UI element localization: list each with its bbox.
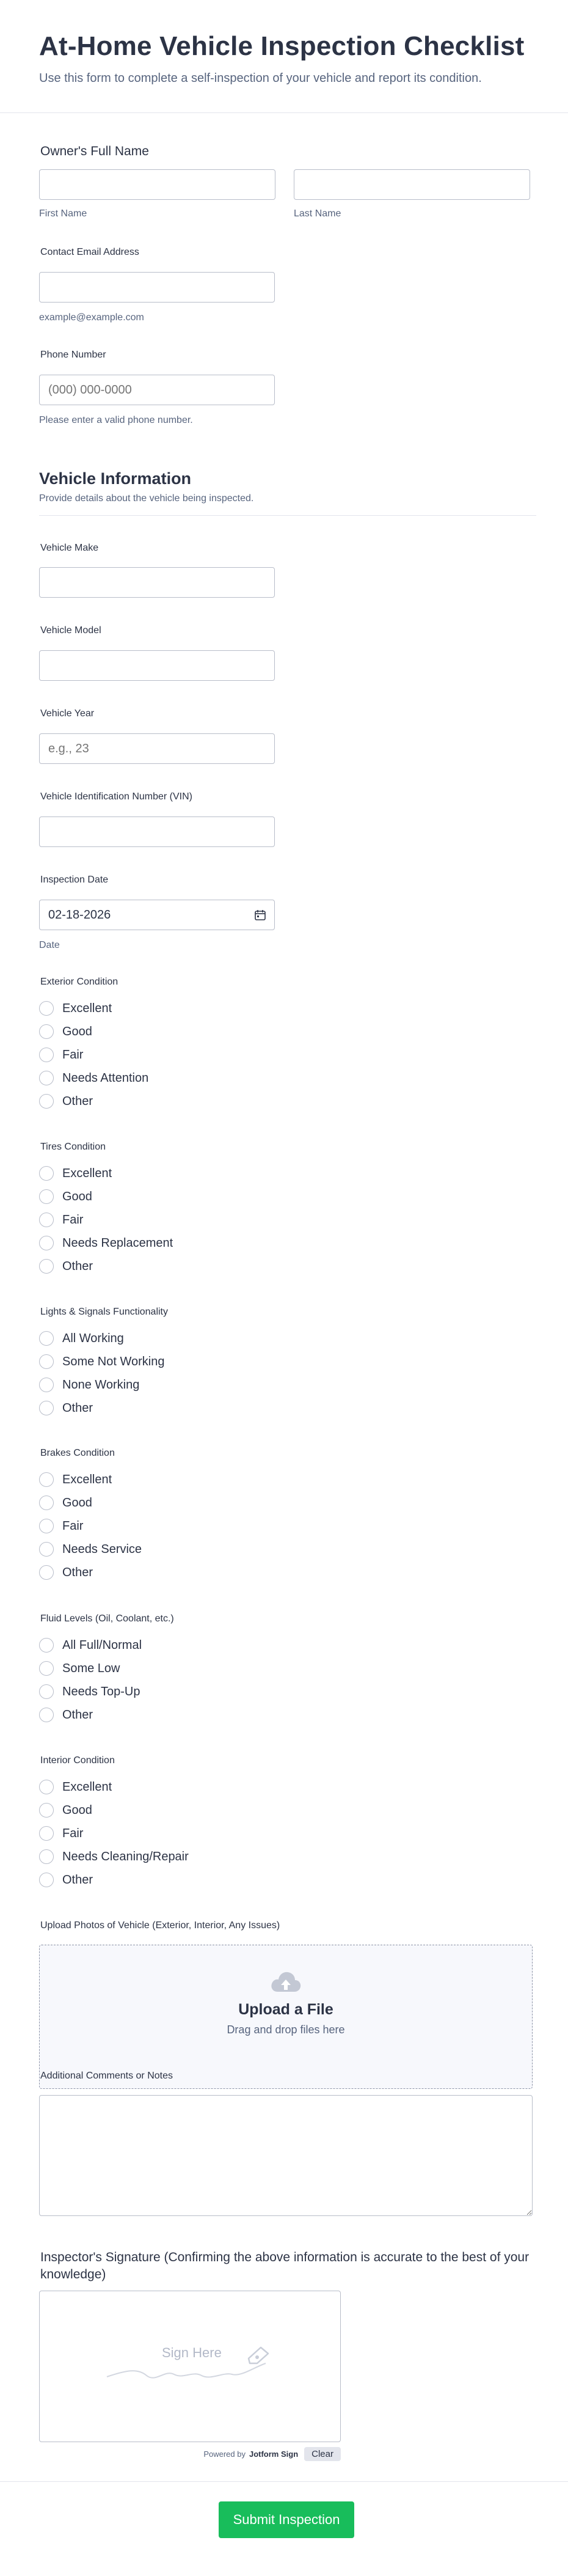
radio-circle[interactable] <box>39 1048 54 1062</box>
cloud-upload-icon <box>269 1970 302 1997</box>
submit-area <box>0 2481 568 2576</box>
fluids-option[interactable]: Needs Top-Up <box>39 1680 142 1703</box>
make-input[interactable] <box>39 567 275 598</box>
radio-circle[interactable] <box>39 1024 54 1039</box>
year-input[interactable] <box>39 733 275 764</box>
brakes-option[interactable]: Good <box>39 1491 142 1514</box>
tires-label: Tires Condition <box>40 1142 106 1152</box>
radio-circle[interactable] <box>39 1780 54 1794</box>
clear-signature-button[interactable]: Clear <box>304 2447 341 2461</box>
interior-option[interactable]: Other <box>39 1868 189 1892</box>
form-header <box>0 0 568 113</box>
upload-dropzone[interactable] <box>39 1945 533 2089</box>
email-label: Contact Email Address <box>40 247 139 257</box>
lights-options <box>39 1327 164 1420</box>
submit-button[interactable]: Submit Inspection <box>219 2501 354 2538</box>
lights-option[interactable]: Some Not Working <box>39 1350 164 1373</box>
brakes-options <box>39 1468 142 1584</box>
exterior-option[interactable]: Good <box>39 1020 148 1043</box>
vehicle-section-header <box>39 469 536 516</box>
radio-circle[interactable] <box>39 1472 54 1487</box>
interior-option[interactable]: Excellent <box>39 1775 189 1799</box>
radio-circle[interactable] <box>39 1331 54 1346</box>
upload-title: Upload a File <box>238 2001 333 2018</box>
phone-label: Phone Number <box>40 350 106 360</box>
interior-option[interactable]: Good <box>39 1799 189 1822</box>
lights-label: Lights & Signals Functionality <box>40 1307 168 1317</box>
brakes-option[interactable]: Excellent <box>39 1468 142 1491</box>
radio-circle[interactable] <box>39 1849 54 1864</box>
brakes-option[interactable]: Other <box>39 1561 142 1584</box>
exterior-option[interactable]: Fair <box>39 1043 148 1066</box>
interior-options <box>39 1775 189 1892</box>
tires-option[interactable]: Needs Replacement <box>39 1231 173 1255</box>
radio-circle[interactable] <box>39 1094 54 1109</box>
exterior-option[interactable]: Excellent <box>39 997 148 1020</box>
first-name-input[interactable] <box>39 169 275 200</box>
signature-label: Inspector's Signature (Confirming the above information is accurate to the best of your knowledge) <box>40 2250 530 2281</box>
lights-option[interactable]: All Working <box>39 1327 164 1350</box>
powered-by-text: Powered by <box>203 2449 246 2459</box>
owner-name-row <box>39 169 530 219</box>
radio-circle[interactable] <box>39 1166 54 1181</box>
radio-circle[interactable] <box>39 1826 54 1841</box>
radio-circle[interactable] <box>39 1803 54 1818</box>
radio-circle[interactable] <box>39 1259 54 1274</box>
exterior-option[interactable]: Needs Attention <box>39 1066 148 1090</box>
last-name-input[interactable] <box>294 169 530 200</box>
radio-circle[interactable] <box>39 1401 54 1415</box>
inspection-date-label: Inspection Date <box>40 875 109 885</box>
phone-sublabel: Please enter a valid phone number. <box>39 415 193 425</box>
radio-circle[interactable] <box>39 1708 54 1722</box>
vehicle-section-title: Vehicle Information <box>39 469 192 488</box>
brakes-option[interactable]: Fair <box>39 1514 142 1538</box>
radio-circle[interactable] <box>39 1873 54 1887</box>
vehicle-section-subtitle: Provide details about the vehicle being inspected. <box>39 493 254 504</box>
calendar-icon[interactable] <box>254 909 266 921</box>
tires-option[interactable]: Good <box>39 1185 173 1208</box>
tires-option[interactable]: Excellent <box>39 1162 173 1185</box>
model-label: Vehicle Model <box>40 625 101 636</box>
email-sublabel: example@example.com <box>39 312 144 323</box>
radio-circle[interactable] <box>39 1236 54 1250</box>
radio-circle[interactable] <box>39 1495 54 1510</box>
fluids-option[interactable]: Other <box>39 1703 142 1727</box>
exterior-options <box>39 997 148 1113</box>
interior-option[interactable]: Needs Cleaning/Repair <box>39 1845 189 1868</box>
lights-option[interactable]: None Working <box>39 1373 164 1396</box>
interior-option[interactable]: Fair <box>39 1822 189 1845</box>
exterior-label: Exterior Condition <box>40 977 118 987</box>
exterior-option[interactable]: Other <box>39 1090 148 1113</box>
model-input[interactable] <box>39 650 275 681</box>
comments-label: Additional Comments or Notes <box>40 2071 173 2081</box>
tires-options <box>39 1162 173 1278</box>
vin-label: Vehicle Identification Number (VIN) <box>40 791 192 802</box>
year-label: Vehicle Year <box>40 708 95 719</box>
vin-input[interactable] <box>39 816 275 847</box>
fluids-options <box>39 1634 142 1727</box>
inspection-date-sublabel: Date <box>39 940 60 950</box>
radio-circle[interactable] <box>39 1661 54 1676</box>
signature-footer <box>39 2447 341 2461</box>
radio-circle[interactable] <box>39 1519 54 1533</box>
inspection-date-input[interactable]: 02-18-2026 <box>39 900 275 930</box>
radio-circle[interactable] <box>39 1001 54 1016</box>
lights-option[interactable]: Other <box>39 1396 164 1420</box>
radio-circle[interactable] <box>39 1542 54 1557</box>
signature-placeholder: Sign Here <box>162 2345 222 2360</box>
radio-circle[interactable] <box>39 1189 54 1204</box>
phone-input[interactable] <box>39 375 275 405</box>
first-name-sublabel: First Name <box>39 208 87 219</box>
comments-textarea[interactable] <box>39 2095 533 2216</box>
radio-circle[interactable] <box>39 1565 54 1580</box>
jotform-sign-brand: Jotform Sign <box>249 2449 299 2459</box>
fluids-label: Fluid Levels (Oil, Coolant, etc.) <box>40 1613 174 1624</box>
interior-label: Interior Condition <box>40 1755 115 1766</box>
fluids-option[interactable]: All Full/Normal <box>39 1634 142 1657</box>
radio-circle[interactable] <box>39 1071 54 1085</box>
fluids-option[interactable]: Some Low <box>39 1657 142 1680</box>
tires-option[interactable]: Other <box>39 1255 173 1278</box>
last-name-sublabel: Last Name <box>294 208 341 219</box>
pen-icon <box>245 2344 272 2369</box>
form-subtitle: Use this form to complete a self-inspection of your vehicle and report its condition. <box>39 71 482 85</box>
upload-label: Upload Photos of Vehicle (Exterior, Interior, Any Issues) <box>40 1920 280 1931</box>
radio-circle[interactable] <box>39 1638 54 1653</box>
make-label: Vehicle Make <box>40 543 99 553</box>
owner-name-label: Owner's Full Name <box>40 144 149 158</box>
signature-pad[interactable] <box>39 2291 341 2442</box>
radio-circle[interactable] <box>39 1378 54 1392</box>
owner-name-field <box>40 144 149 159</box>
brakes-option[interactable]: Needs Service <box>39 1538 142 1561</box>
form-title: At-Home Vehicle Inspection Checklist <box>39 31 525 61</box>
email-input[interactable] <box>39 272 275 303</box>
brakes-label: Brakes Condition <box>40 1448 115 1458</box>
radio-circle[interactable] <box>39 1213 54 1227</box>
upload-subtitle: Drag and drop files here <box>227 2024 345 2036</box>
tires-option[interactable]: Fair <box>39 1208 173 1231</box>
radio-circle[interactable] <box>39 1684 54 1699</box>
radio-circle[interactable] <box>39 1354 54 1369</box>
